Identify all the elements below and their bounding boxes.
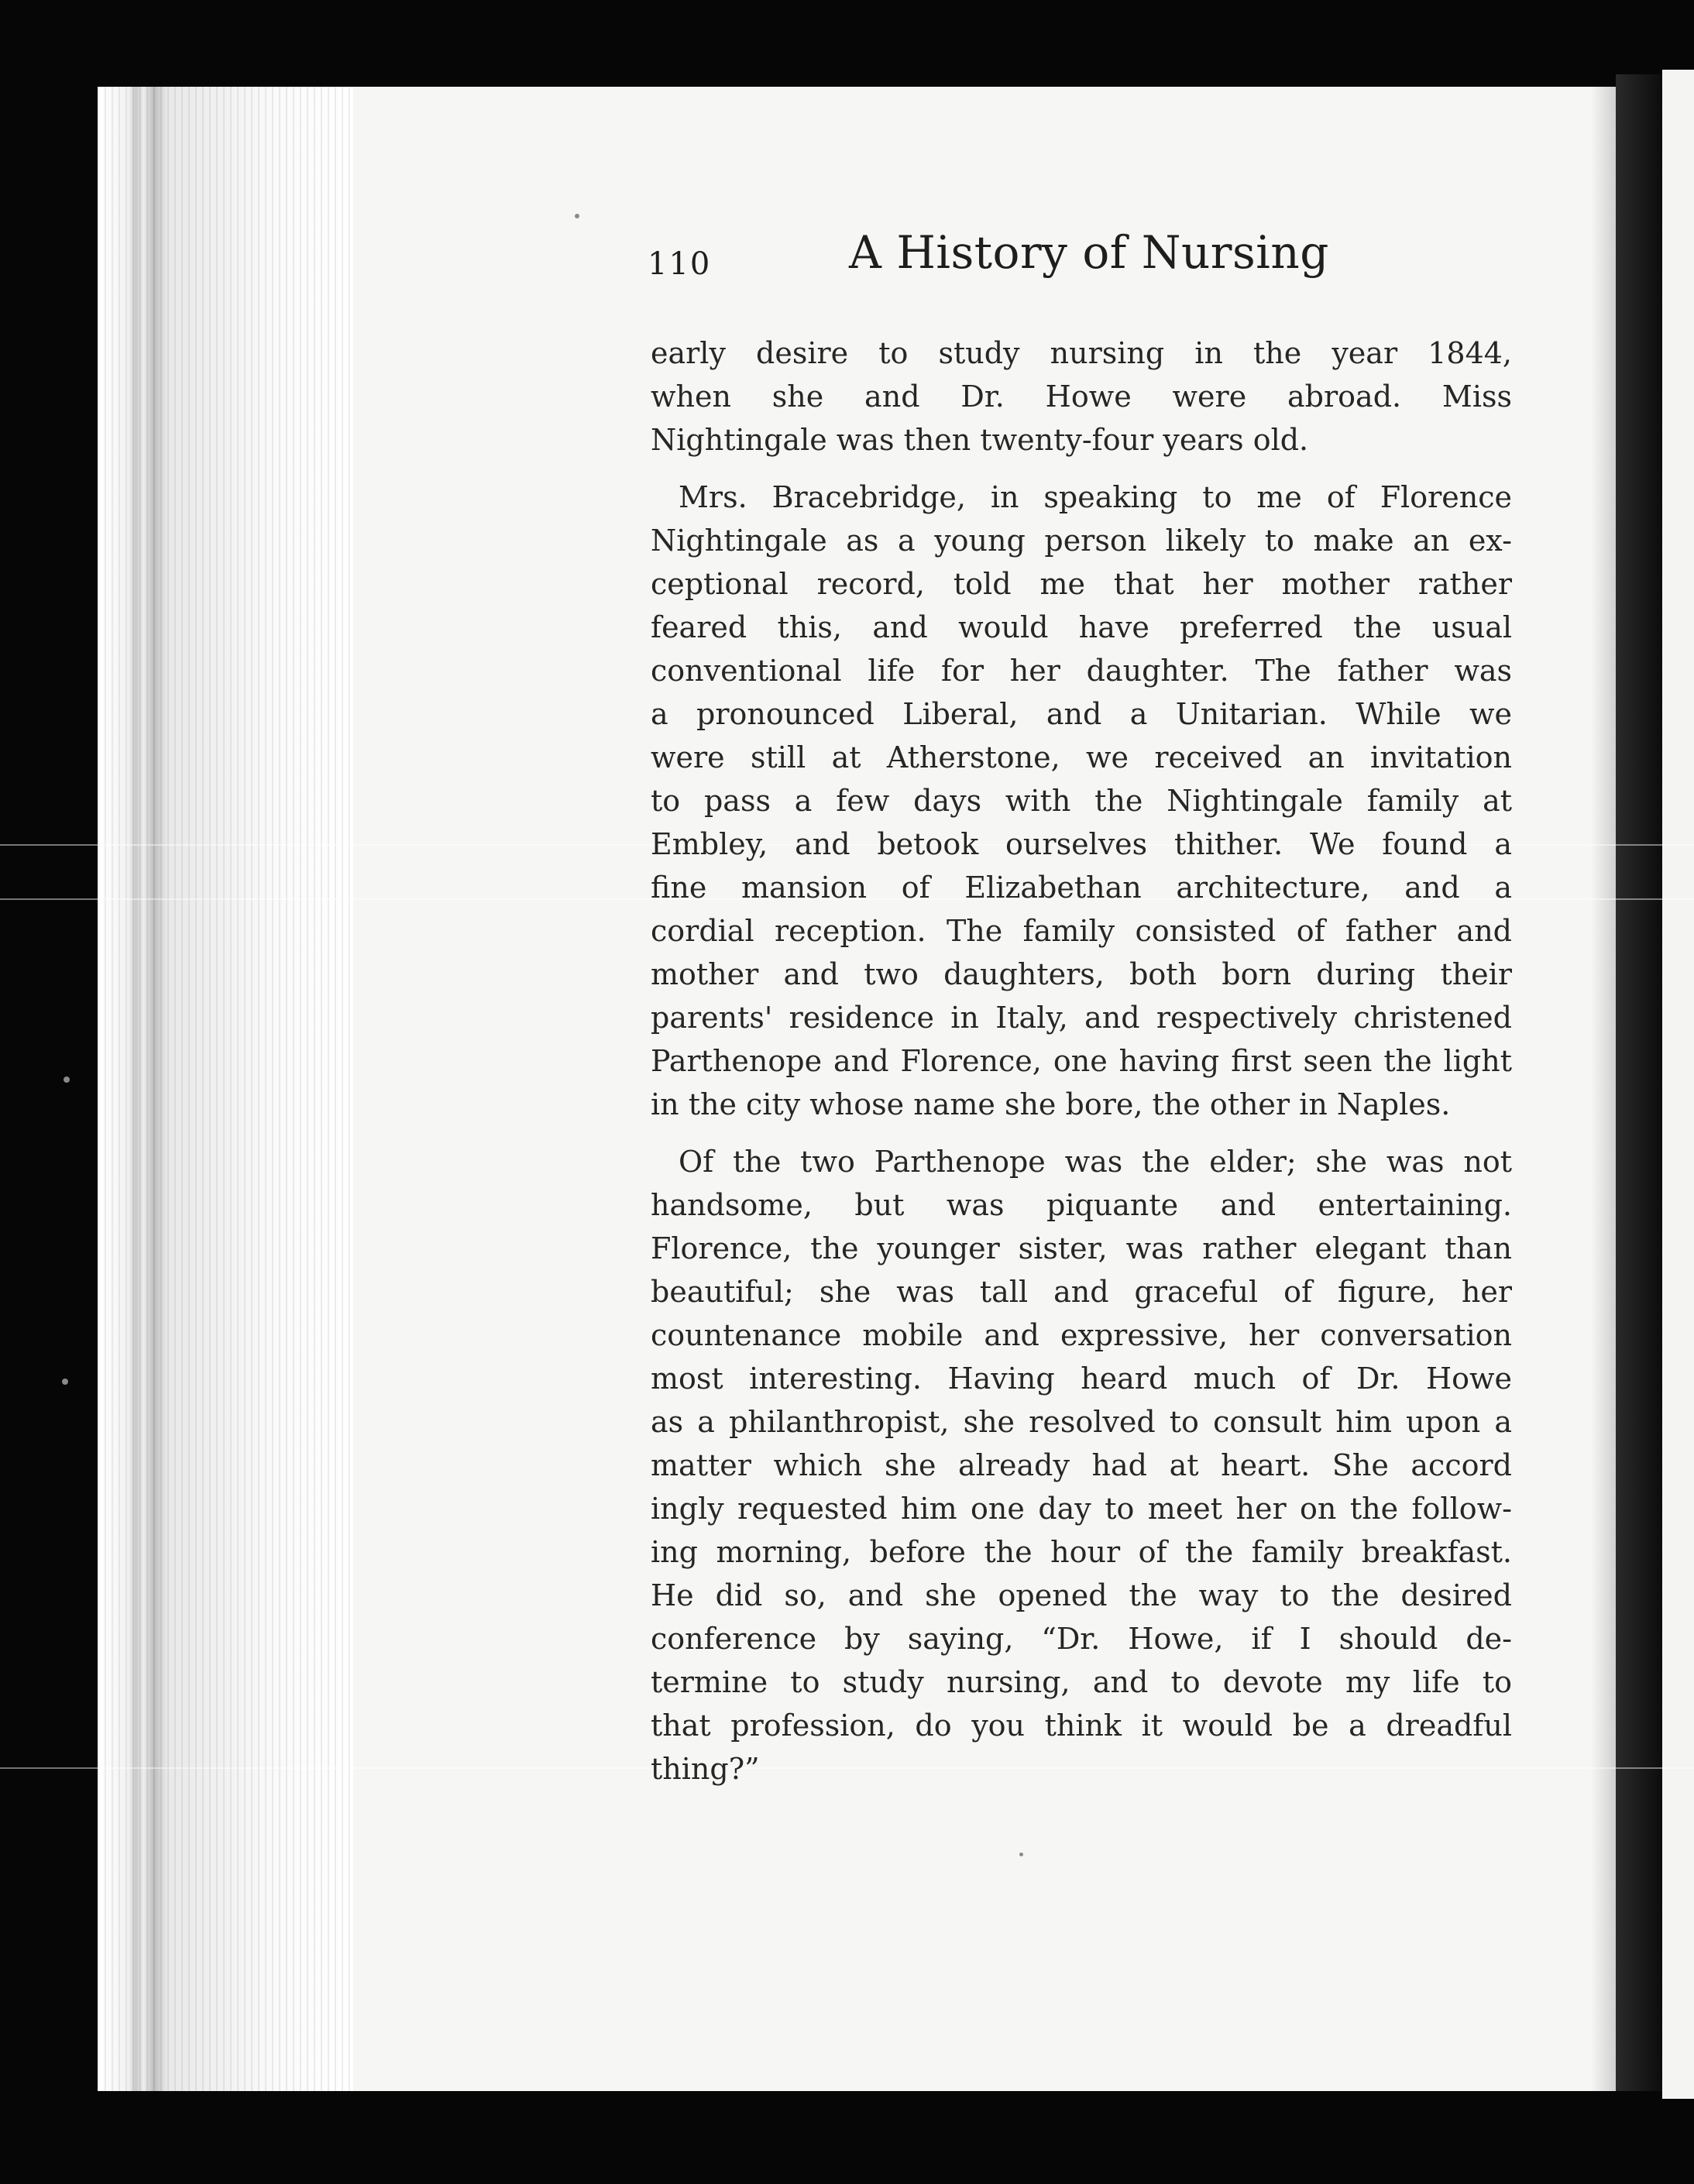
page-fold-shadow bbox=[1591, 87, 1616, 2091]
text-line: ing morning, before the hour of the family breakfast. bbox=[651, 1535, 1512, 1569]
paragraph bbox=[651, 1140, 1512, 1791]
text-line: termine to study nursing, and to devote my life to bbox=[651, 1665, 1512, 1699]
text-line: when she and Dr. Howe were abroad. Miss bbox=[651, 379, 1512, 414]
dust-speck bbox=[575, 214, 579, 218]
text-line: parents' residence in Italy, and respectively christened bbox=[651, 1001, 1512, 1035]
text-line: Florence, the younger sister, was rather elegant than bbox=[651, 1231, 1512, 1265]
text-line: Parthenope and Florence, one having first seen the light bbox=[651, 1044, 1512, 1078]
text-line: conference by saying, “Dr. Howe, if I should de- bbox=[651, 1622, 1512, 1656]
text-line: conventional life for her daughter. The father was bbox=[651, 654, 1512, 688]
running-head: A History of Nursing bbox=[849, 226, 1329, 279]
text-line: ingly requested him one day to meet her on the follow- bbox=[651, 1492, 1512, 1526]
text-line: thing?” bbox=[651, 1752, 760, 1786]
dust-speck bbox=[62, 1379, 68, 1385]
text-line: He did so, and she opened the way to the desired bbox=[651, 1578, 1512, 1612]
text-line: Embley, and betook ourselves thither. We found a bbox=[651, 827, 1512, 861]
text-line: beautiful; she was tall and graceful of figure, her bbox=[651, 1275, 1512, 1309]
text-line: Nightingale was then twenty-four years old. bbox=[651, 423, 1309, 457]
text-line: Of the two Parthenope was the elder; she was not bbox=[679, 1145, 1512, 1179]
page-edge-stack bbox=[98, 87, 353, 2091]
text-line: as a philanthropist, she resolved to consult him upon a bbox=[651, 1405, 1512, 1439]
facing-page-edge bbox=[1662, 70, 1694, 2099]
dust-speck bbox=[1019, 1853, 1023, 1856]
text-line: most interesting. Having heard much of Dr. Howe bbox=[651, 1362, 1512, 1396]
text-line: fine mansion of Elizabethan architecture, and a bbox=[651, 871, 1512, 905]
text-line: countenance mobile and expressive, her conversation bbox=[651, 1318, 1512, 1352]
text-line: mother and two daughters, both born during their bbox=[651, 957, 1512, 991]
text-line: handsome, but was piquante and entertaining. bbox=[651, 1188, 1512, 1222]
text-line: were still at Atherstone, we received an invitation bbox=[651, 740, 1512, 774]
text-line: ceptional record, told me that her mother rather bbox=[651, 567, 1512, 601]
text-line: in the city whose name she bore, the other in Naples. bbox=[651, 1087, 1451, 1121]
text-line: that profession, do you think it would be a dreadful bbox=[651, 1708, 1512, 1743]
page-number: 110 bbox=[648, 246, 712, 282]
paragraph-gap bbox=[651, 462, 1512, 476]
text-line: feared this, and would have preferred the usual bbox=[651, 610, 1512, 644]
paragraph-gap bbox=[651, 1126, 1512, 1140]
text-line: Nightingale as a young person likely to make an ex- bbox=[651, 524, 1512, 558]
text-line: cordial reception. The family consisted of father and bbox=[651, 914, 1512, 948]
text-line: Mrs. Bracebridge, in speaking to me of Florence bbox=[679, 480, 1512, 514]
text-line: a pronounced Liberal, and a Unitarian. While we bbox=[651, 697, 1512, 731]
text-line: early desire to study nursing in the year 1844, bbox=[651, 336, 1512, 370]
text-line: to pass a few days with the Nightingale family at bbox=[651, 784, 1512, 818]
page-header bbox=[648, 226, 1515, 296]
paragraph bbox=[651, 331, 1512, 462]
dust-speck bbox=[64, 1077, 70, 1083]
book-gutter bbox=[1616, 74, 1662, 2091]
body-text bbox=[651, 331, 1512, 1791]
text-line: matter which she already had at heart. She accord bbox=[651, 1448, 1512, 1482]
paragraph bbox=[651, 476, 1512, 1126]
